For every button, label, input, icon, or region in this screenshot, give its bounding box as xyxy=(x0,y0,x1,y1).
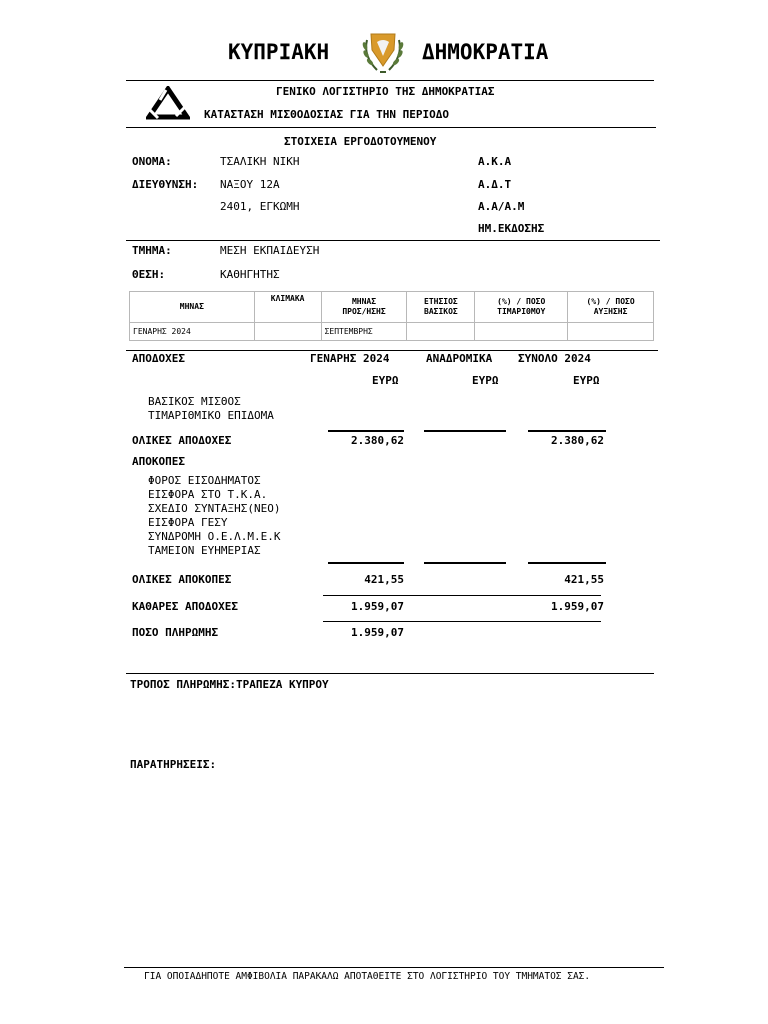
net-earnings-year: 1.959,07 xyxy=(551,600,604,613)
header-line-2: ΚΑΤΑΣΤΑΣΗ ΜΙΣΘΟΔΟΣΙΑΣ ΓΙΑ ΤΗΝ ΠΕΡΙΟΔΟ xyxy=(204,108,450,121)
dept-label: ΤΜΗΜΑ: xyxy=(132,244,172,257)
earnings-underline-arrears xyxy=(424,430,506,432)
deductions-underline-arrears xyxy=(424,562,506,564)
deduction-item: ΣΥΝΔΡΟΜΗ Ο.Ε.Λ.Μ.Ε.Κ xyxy=(148,530,281,543)
net-earnings-month: 1.959,07 xyxy=(351,600,404,613)
payment-method-rule xyxy=(126,673,654,674)
earnings-item: ΒΑΣΙΚΟΣ ΜΙΣΘΟΣ xyxy=(148,395,241,408)
footer-rule xyxy=(124,967,664,968)
footer-note: ΓΙΑ ΟΠΟΙΑΔΗΠΟΤΕ ΑΜΦΙΒΟΛΙΑ ΠΑΡΑΚΑΛΩ ΑΠΟΤΑΘΕΙΤΕ ΣΤΟ ΛΟΓΙΣΤΗΡΙΟ ΤΟΥ ΤΜΗΜΑΤΟΣ ΣΑΣ. xyxy=(144,971,591,982)
total-earnings-label: ΟΛΙΚΕΣ ΑΠΟΔΟΧΕΣ xyxy=(132,434,232,447)
payment-amount-value: 1.959,07 xyxy=(351,626,404,639)
col-month-header: ΓΕΝΑΡΗΣ 2024 xyxy=(310,352,390,365)
payment-method: ΤΡΟΠΟΣ ΠΛΗΡΩΜΗΣ:ΤΡΑΠΕΖΑ ΚΥΠΡΟΥ xyxy=(130,678,329,691)
country-title-right: ΔΗΜΟΚΡΑΤΙΑ xyxy=(422,40,549,64)
employee-section-title: ΣΤΟΙΧΕΙΑ ΕΡΓΟΔΟΤΟΥΜΕΝΟΥ xyxy=(284,135,437,148)
params-value-increment-month: ΣΕΠΤΕΜΒΡΗΣ xyxy=(321,323,407,341)
position-label: ΘΕΣΗ: xyxy=(132,268,166,281)
deductions-heading: ΑΠΟΚΟΠΕΣ xyxy=(132,455,185,468)
params-header-month: ΜΗΝΑΣ xyxy=(130,292,255,323)
col-arrears-header: ΑΝΑΔΡΟΜΙΚΑ xyxy=(426,352,493,365)
address-line-2: 2401, ΕΓΚΩΜΗ xyxy=(220,200,300,213)
total-earnings-month: 2.380,62 xyxy=(351,434,404,447)
payment-amount-label: ΠΟΣΟ ΠΛΗΡΩΜΗΣ xyxy=(132,626,219,639)
params-value-increase xyxy=(568,323,654,341)
currency-arrears: ΕΥΡΩ xyxy=(472,374,499,387)
deduction-item: ΣΧΕΔΙΟ ΣΥΝΤΑΞΗΣ(ΝΕΟ) xyxy=(148,502,281,515)
earnings-underline-month xyxy=(328,430,404,432)
params-header-increment-month: ΜΗΝΑΣ ΠΡΟΣ/ΗΣΗΣ xyxy=(321,292,407,323)
address-label: ΔΙΕΥΘΥΝΣΗ: xyxy=(132,178,199,191)
net-earnings-label: ΚΑΘΑΡΕΣ ΑΠΟΔΟΧΕΣ xyxy=(132,600,238,613)
header-top-rule xyxy=(126,80,654,81)
issue-date-label: ΗΜ.ΕΚΔΟΣΗΣ xyxy=(478,222,545,235)
params-value-month: ΓΕΝΑΡΗΣ 2024 xyxy=(130,323,255,341)
aka-label: Α.Κ.Α xyxy=(478,155,512,168)
net-top-rule xyxy=(323,595,601,596)
params-header-annual-basic: ΕΤΗΣΙΟΣ ΒΑΣΙΚΟΣ xyxy=(407,292,475,323)
address-line-1: ΝΑΞΟΥ 12Α xyxy=(220,178,280,191)
earnings-heading: ΑΠΟΔΟΧΕΣ xyxy=(132,352,185,365)
params-value-cola xyxy=(475,323,568,341)
total-earnings-year: 2.380,62 xyxy=(551,434,604,447)
position-value: ΚΑΘΗΓΗΤΗΣ xyxy=(220,268,280,281)
remarks-label: ΠΑΡΑΤΗΡΗΣΕΙΣ: xyxy=(130,758,217,771)
net-bottom-rule xyxy=(323,621,601,622)
country-title-left: ΚΥΠΡΙΑΚΗ xyxy=(228,40,330,64)
currency-month: ΕΥΡΩ xyxy=(372,374,399,387)
params-value-annual-basic xyxy=(407,323,475,341)
aa-label: Α.Α/Α.Μ xyxy=(478,200,525,213)
deduction-item: ΦΟΡΟΣ ΕΙΣΟΔΗΜΑΤΟΣ xyxy=(148,474,261,487)
earnings-top-rule xyxy=(126,350,658,351)
currency-total: ΕΥΡΩ xyxy=(573,374,600,387)
deduction-item: ΕΙΣΦΟΡΑ ΣΤΟ Τ.Κ.Α. xyxy=(148,488,268,501)
header-line-1: ΓΕΝΙΚΟ ΛΟΓΙΣΤΗΡΙΟ ΤΗΣ ΔΗΜΟΚΡΑΤΙΑΣ xyxy=(276,85,495,98)
total-deductions-month: 421,55 xyxy=(364,573,404,586)
employee-bottom-rule xyxy=(126,240,660,241)
total-deductions-label: ΟΛΙΚΕΣ ΑΠΟΚΟΠΕΣ xyxy=(132,573,232,586)
recycle-triangle-icon xyxy=(146,86,190,120)
params-value-scale xyxy=(254,323,321,341)
deductions-underline-month xyxy=(328,562,404,564)
earnings-item: ΤΙΜΑΡΙΘΜΙΚΟ ΕΠΙΔΟΜΑ xyxy=(148,409,274,422)
total-deductions-year: 421,55 xyxy=(564,573,604,586)
name-label: ΟΝΟΜΑ: xyxy=(132,155,172,168)
col-total-header: ΣΥΝΟΛΟ 2024 xyxy=(518,352,591,365)
deduction-item: ΤΑΜΕΙΟΝ ΕΥΗΜΕΡΙΑΣ xyxy=(148,544,261,557)
dept-value: ΜΕΣΗ ΕΚΠΑΙΔΕΥΣΗ xyxy=(220,244,320,257)
deduction-item: ΕΙΣΦΟΡΑ ΓΕΣΥ xyxy=(148,516,228,529)
salary-params-table xyxy=(129,291,654,341)
adt-label: Α.Δ.Τ xyxy=(478,178,512,191)
earnings-underline-total xyxy=(528,430,606,432)
params-header-increase: (%) / ΠΟΣΟ ΑΥΞΗΣΗΣ xyxy=(568,292,654,323)
name-value: ΤΣΑΛΙΚΗ ΝΙΚΗ xyxy=(220,155,300,168)
params-header-cola: (%) / ΠΟΣΟ ΤΙΜΑΡΙΘΜΟΥ xyxy=(475,292,568,323)
deductions-underline-total xyxy=(528,562,606,564)
coat-of-arms-icon xyxy=(357,26,409,78)
header-bottom-rule xyxy=(126,127,656,128)
params-header-scale: ΚΛΙΜΑΚΑ xyxy=(254,292,321,323)
